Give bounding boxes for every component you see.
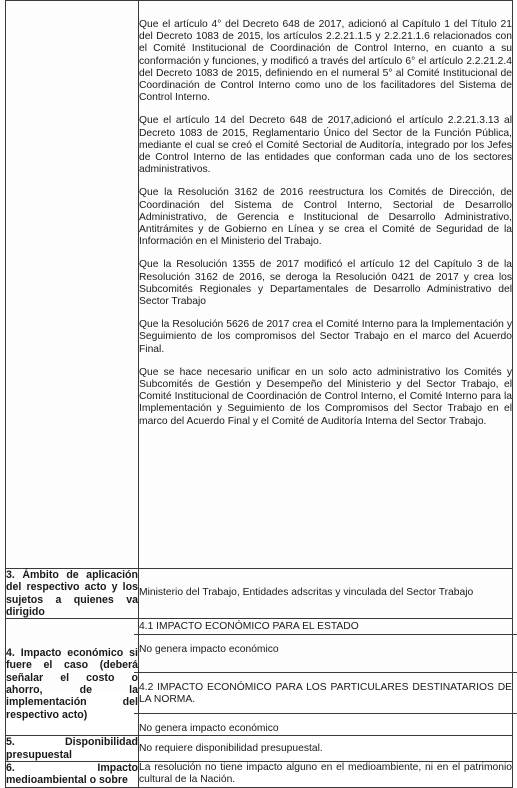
consideration-paragraph: Que el artículo 4° del Decreto 648 de 2017, adicionó al Capítulo 1 del Título 21 del Decreto 1083 de 2015, los artículos 2.2.21.1.5 y 2.2.21.1.6 relacionados con el Comité Institucional de Coordinación de Control Interno, en cuanto a su conformación y funciones, y modificó a través del artículo 6° el artículo 2.2.21.2.4 del Decreto 1083 de 2015, definiendo en el numeral 5° al Comité Institucional de Coordinación de Control Interno como uno de los facilitadores del Sistema de Control Interno. — [139, 19, 512, 104]
economic-impact-row — [6, 619, 513, 736]
environmental-impact-text: La resolución no tiene impacto alguno en el medioambiente, ni en el patrimonio cultural de la Nación. — [139, 761, 512, 786]
considerations-row — [6, 1, 513, 569]
state-impact-value: No genera impacto económico — [139, 644, 279, 656]
label-line: presupuestal — [6, 748, 72, 761]
individuals-impact-value: No genera impacto económico — [139, 723, 279, 735]
scope-row — [6, 569, 513, 619]
justification-table — [5, 0, 513, 788]
scope-label — [6, 569, 139, 619]
consideration-paragraph: Que la Resolución 3162 de 2016 reestructura los Comités de Dirección, de Coordinación del Sistema de Control Interno, Sectorial de Desarrollo Administrativo, de Gerencia e Institucional de Desarrollo Administrativo, Antitrámites y de Gobierno en Línea y se crea el Comité de Seguridad de la Información en el Ministerio del Trabajo. — [139, 187, 512, 248]
state-impact-title: 4.1 IMPACTO ECONÓMICO PARA EL ESTADO — [139, 621, 359, 633]
scope-text: Ministerio del Trabajo, Entidades adscritas y vinculada del Sector Trabajo — [139, 587, 474, 599]
environmental-impact-row — [6, 761, 513, 787]
label-line: señalar el costo o — [6, 671, 138, 684]
label-line: 6. Impacto — [6, 761, 138, 774]
label-line: fuere el caso (deberá — [6, 659, 138, 672]
label-line: 3. Ámbito de aplicación — [6, 569, 138, 581]
consideration-paragraph: Que se hace necesario unificar en un solo acto administrativo los Comités y Subcomités de Gestión y Desempeño del Ministerio y del Sector Trabajo, el Comité Institucional de Coordinación de Control Interno, el Comité Interno para la Implementación y Seguimiento de los Compromisos del Sector Trabajo en el marco del Acuerdo Final y el Comité de Auditoría Interna del Sector Trabajo. — [139, 366, 512, 427]
environmental-impact-value — [139, 761, 513, 787]
considerations-cell — [139, 1, 513, 569]
label-line: medioambiental o sobre — [6, 774, 128, 787]
budget-row — [6, 736, 513, 762]
label-line: ahorro, de la — [6, 684, 138, 697]
scope-value — [139, 569, 513, 619]
label-line: dirigido — [6, 605, 45, 618]
label-line: implementación del — [6, 696, 138, 709]
label-line: del respectivo acto y los — [6, 581, 138, 594]
economic-impact-label — [6, 619, 139, 736]
considerations-label-cell — [6, 1, 139, 569]
consideration-paragraph: Que el artículo 14 del Decreto 648 de 2017,adicionó el artículo 2.2.21.3.13 al Decreto 1083 de 2015, Reglamentario Único del Sector de la Función Pública, mediante el cual se creó el Comité Sectorial de Auditoría, integrado por los Jefes de Control Interno de las entidades que conforman cada uno de los sectores administrativos. — [139, 115, 512, 176]
economic-impact-cell — [139, 619, 513, 736]
budget-text: No requiere disponibilidad presupuestal. — [139, 742, 323, 754]
individuals-impact-title: 4.2 IMPACTO ECONÓMICO PARA LOS PARTICULARES DESTINATARIOS DE LA NORMA. — [139, 682, 512, 706]
label-line: 5. Disponibilidad — [6, 736, 138, 749]
environmental-impact-label — [6, 761, 139, 787]
label-line: sujetos a quienes va — [6, 593, 138, 606]
consideration-paragraph: Que la Resolución 1355 de 2017 modificó el artículo 12 del Capítulo 3 de la Resolución 3162 de 2016, se deroga la Resolución 0421 de 2017 y crea los Subcomités Regionales y Departamentales de Desarrollo Administrativo del Sector Trabajo — [139, 259, 512, 308]
consideration-paragraph: Que la Resolución 5626 de 2017 crea el Comité Interno para la Implementación y Seguimiento de los compromisos del Sector Trabajo en el marco del Acuerdo Final. — [139, 319, 512, 355]
label-line: 4. Impacto económico si — [6, 647, 138, 660]
budget-label — [6, 736, 139, 762]
budget-value — [139, 736, 513, 762]
label-line: respectivo acto) — [6, 708, 88, 721]
